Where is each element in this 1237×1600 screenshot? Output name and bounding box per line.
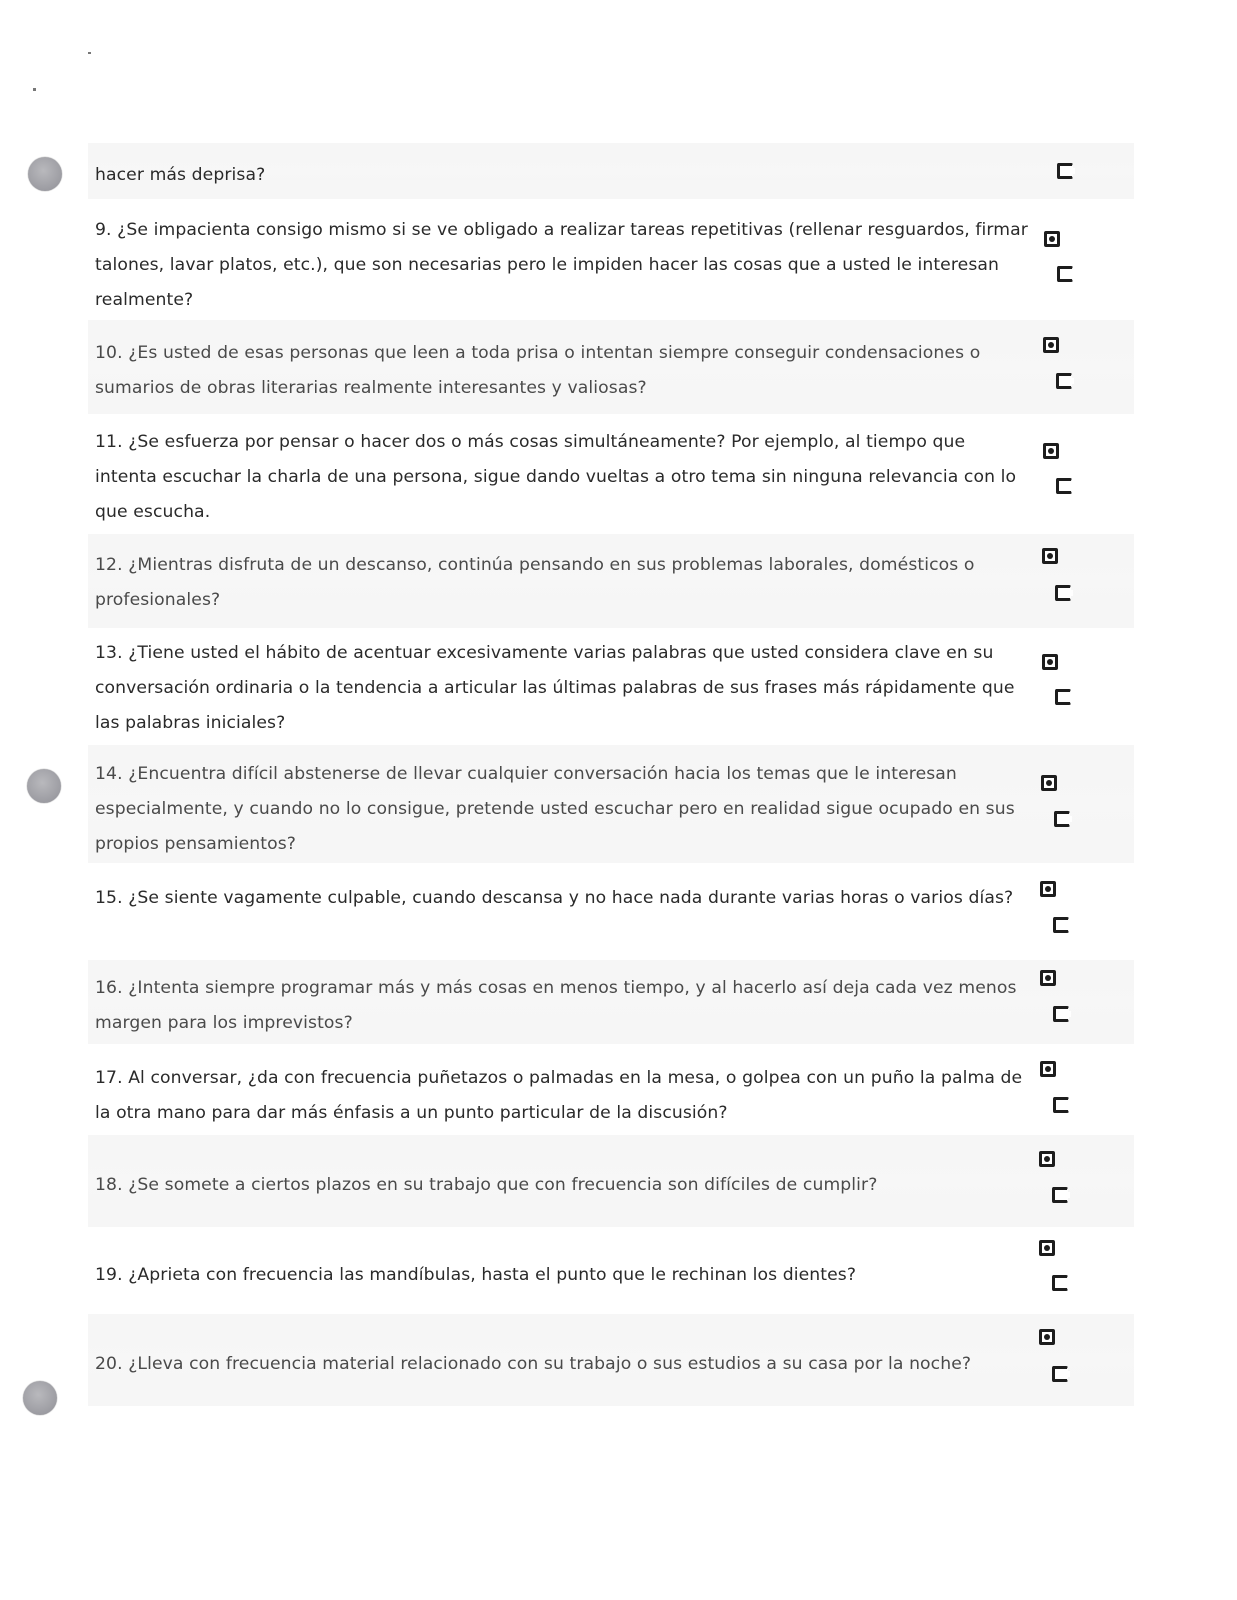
question-13: 13. ¿Tiene usted el hábito de acentuar excesivamente varias palabras que usted considera clave en su conversación ordinaria o la tendencia a articular las últimas palabras de sus frases más rápidamente que las palabras iniciales? [95,643,1015,733]
scan-speck [88,52,91,54]
radio-option-1-selected[interactable] [1043,337,1059,353]
question-12: 12. ¿Mientras disfruta de un descanso, continúa pensando en sus problemas laborales, domésticos o profesionales? [95,555,975,610]
radio-option-2[interactable] [1053,1097,1069,1113]
radio-option-1-selected[interactable] [1040,970,1056,986]
question-15: 15. ¿Se siente vagamente culpable, cuando descansa y no hace nada durante varias horas o varios días? [95,888,1014,908]
radio-option-2[interactable] [1057,266,1073,282]
question-20: 20. ¿Lleva con frecuencia material relacionado con su trabajo o sus estudios a su casa por la noche? [95,1354,972,1374]
radio-option-2[interactable] [1056,478,1072,494]
question-18: 18. ¿Se somete a ciertos plazos en su trabajo que con frecuencia son difíciles de cumplir? [95,1175,878,1195]
question-14: 14. ¿Encuentra difícil abstenerse de llevar cualquier conversación hacia los temas que le interesan especialmente, y cuando no lo consigue, pretende usted escuchar pero en realidad sigue ocupado en sus propios pensamientos? [95,764,1015,854]
radio-option-1-selected[interactable] [1042,548,1058,564]
radio-option-1-selected[interactable] [1039,1240,1055,1256]
radio-option-2[interactable] [1055,689,1071,705]
radio-option-1-selected[interactable] [1040,881,1056,897]
radio-option-2[interactable] [1054,811,1070,827]
radio-option-2[interactable] [1053,917,1069,933]
radio-option-2[interactable] [1057,163,1073,179]
radio-option-1-selected[interactable] [1042,654,1058,670]
radio-option-2[interactable] [1052,1187,1068,1203]
radio-option-2[interactable] [1055,585,1071,601]
question-9: 9. ¿Se impacienta consigo mismo si se ve obligado a realizar tareas repetitivas (rellenar resguardos, firmar talones, lavar platos, etc.), que son necesarias pero le impiden hacer las cosas que a usted le interesan realmente? [95,220,1028,310]
radio-option-1-selected[interactable] [1040,1061,1056,1077]
question-8-tail: hacer más deprisa? [95,165,266,185]
question-16: 16. ¿Intenta siempre programar más y más cosas en menos tiempo, y al hacerlo así deja cada vez menos margen para los imprevistos? [95,978,1017,1033]
question-10: 10. ¿Es usted de esas personas que leen a toda prisa o intentan siempre conseguir condensaciones o sumarios de obras literarias realmente interesantes y valiosas? [95,343,981,398]
radio-option-2[interactable] [1053,1006,1069,1022]
radio-option-2[interactable] [1052,1275,1068,1291]
punch-hole [28,157,62,191]
question-11: 11. ¿Se esfuerza por pensar o hacer dos o más cosas simultáneamente? Por ejemplo, al tiempo que intenta escuchar la charla de una persona, sigue dando vueltas a otro tema sin ninguna relevancia con lo que escucha. [95,432,1017,522]
question-19: 19. ¿Aprieta con frecuencia las mandíbulas, hasta el punto que le rechinan los dientes? [95,1265,857,1285]
radio-option-1-selected[interactable] [1044,231,1060,247]
radio-option-2[interactable] [1056,373,1072,389]
radio-option-1-selected[interactable] [1043,443,1059,459]
radio-option-1-selected[interactable] [1039,1151,1055,1167]
radio-option-2[interactable] [1052,1366,1068,1382]
scan-speck [33,88,36,91]
radio-option-1-selected[interactable] [1039,1329,1055,1345]
radio-option-1-selected[interactable] [1041,775,1057,791]
punch-hole [27,769,61,803]
punch-hole [23,1381,57,1415]
question-17: 17. Al conversar, ¿da con frecuencia puñetazos o palmadas en la mesa, o golpea con un puño la palma de la otra mano para dar más énfasis a un punto particular de la discusión? [95,1068,1023,1123]
